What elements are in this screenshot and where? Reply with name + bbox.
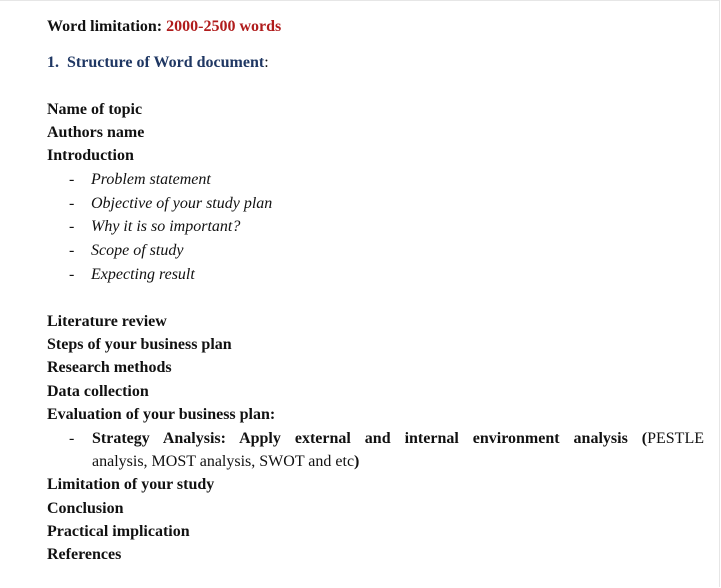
item-evaluation: Evaluation of your business plan: xyxy=(47,406,276,423)
bullet-dash: - xyxy=(69,242,75,259)
item-name-of-topic: Name of topic xyxy=(47,101,143,118)
section-heading xyxy=(47,53,269,73)
word-limit-line xyxy=(47,17,281,37)
intro-item-text: Objective of your study plan xyxy=(91,195,273,212)
item-research-methods: Research methods xyxy=(47,359,172,376)
word-limit-label: Word limitation: xyxy=(47,18,167,35)
item-authors-name: Authors name xyxy=(47,124,145,141)
bullet-dash: - xyxy=(69,218,75,235)
word-limit-value: 2000-2500 words xyxy=(166,18,282,35)
evaluation-item-plain-2: analysis, MOST analysis, SWOT and etc xyxy=(92,453,355,470)
bullet-dash: - xyxy=(69,171,75,188)
item-steps: Steps of your business plan xyxy=(47,336,232,353)
evaluation-item-line2 xyxy=(92,452,359,472)
item-references: References xyxy=(47,546,122,563)
bullet-dash: - xyxy=(69,430,75,447)
intro-bullet xyxy=(69,241,183,261)
intro-bullet xyxy=(69,217,240,237)
item-data-collection: Data collection xyxy=(47,383,149,400)
intro-bullet xyxy=(69,170,211,190)
intro-bullet xyxy=(69,194,272,214)
item-conclusion: Conclusion xyxy=(47,500,124,517)
section-colon: : xyxy=(264,54,269,71)
bullet-dash: - xyxy=(69,195,75,212)
item-introduction: Introduction xyxy=(47,147,134,164)
intro-item-text: Problem statement xyxy=(91,171,211,188)
intro-item-text: Scope of study xyxy=(91,242,184,259)
section-title: Structure of Word document xyxy=(67,54,265,71)
bullet-dash: - xyxy=(69,266,75,283)
intro-item-text: Why it is so important? xyxy=(91,218,241,235)
evaluation-item-line1 xyxy=(92,429,704,449)
evaluation-item-bold: Strategy Analysis: Apply external and internal environment analysis ( xyxy=(92,430,648,447)
item-literature-review: Literature review xyxy=(47,313,167,330)
item-limitation: Limitation of your study xyxy=(47,476,215,493)
item-practical-implication: Practical implication xyxy=(47,523,190,540)
intro-item-text: Expecting result xyxy=(91,266,195,283)
evaluation-item-plain-1: PESTLE xyxy=(647,430,704,447)
intro-bullet xyxy=(69,265,195,285)
section-number: 1. xyxy=(47,54,59,71)
evaluation-item-closing: ) xyxy=(354,453,360,470)
